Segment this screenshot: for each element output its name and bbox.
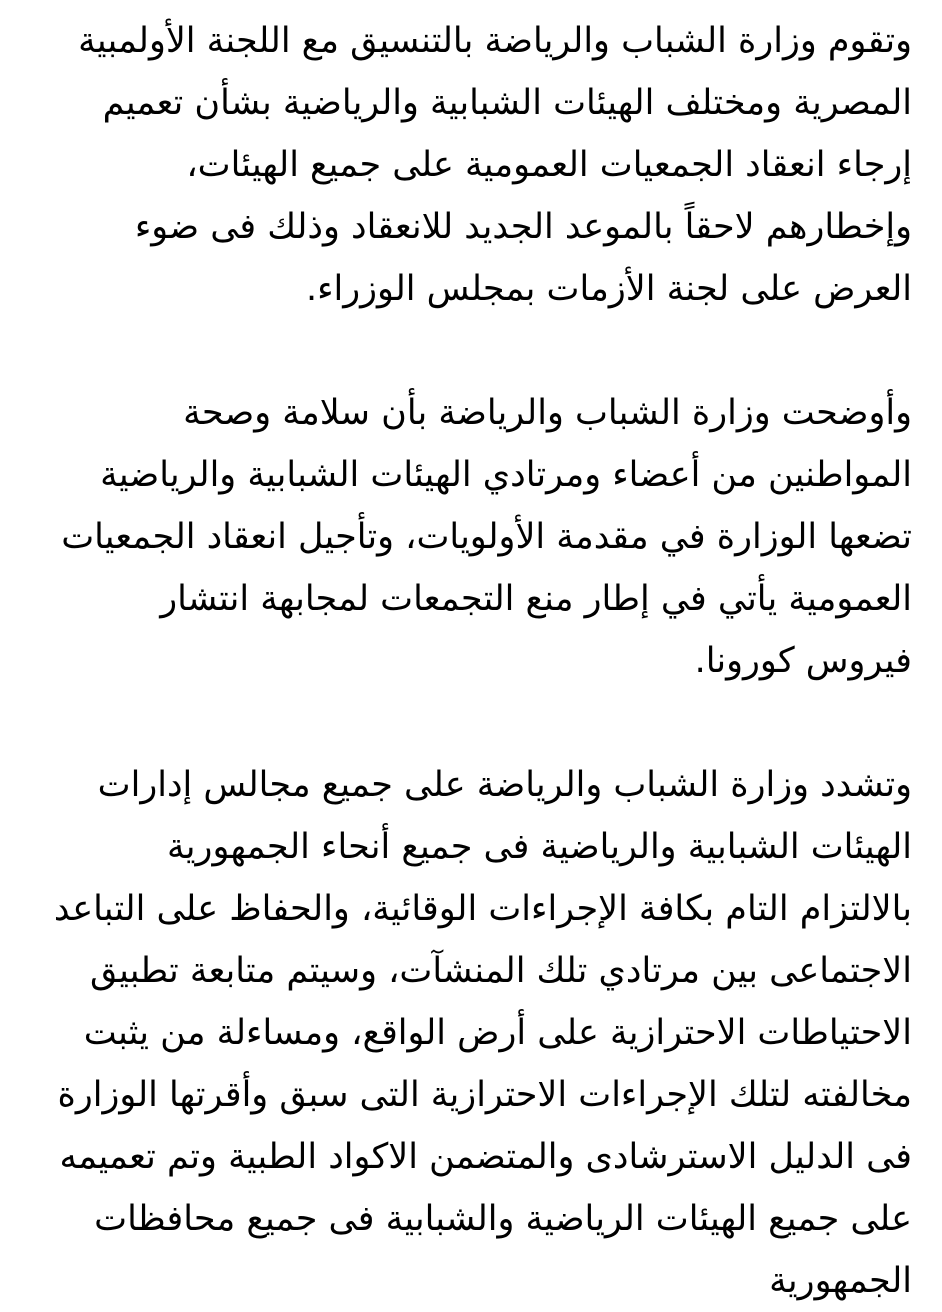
text-line: الهيئات الشبابية والرياضية فى جميع أنحاء الجمهورية: [167, 827, 912, 867]
text-line: العرض على لجنة الأزمات بمجلس الوزراء.: [305, 269, 912, 309]
text-line: فيروس كورونا.: [694, 641, 912, 681]
text-line: الجمهورية: [769, 1261, 912, 1301]
text-line: على جميع الهيئات الرياضية والشبابية فى جميع محافظات: [94, 1199, 912, 1239]
paragraph-measures: [30, 754, 912, 1312]
text-line: الاحتياطات الاحترازية على أرض الواقع، ومساءلة من يثبت: [83, 1013, 912, 1053]
text-line: وتشدد وزارة الشباب والرياضة على جميع مجالس إدارات: [97, 765, 912, 805]
paragraph-spacer: [30, 320, 912, 382]
paragraph-spacer: [30, 692, 912, 754]
text-line: المصرية ومختلف الهيئات الشبابية والرياضية بشأن تعميم: [102, 83, 912, 123]
text-line: مخالفته لتلك الإجراءات الاحترازية التى سبق وأقرتها الوزارة: [57, 1075, 912, 1115]
text-line: وإخطارهم لاحقاً بالموعد الجديد للانعقاد وذلك فى ضوء: [134, 207, 912, 247]
text-line: تضعها الوزارة في مقدمة الأولويات، وتأجيل انعقاد الجمعيات: [61, 517, 912, 557]
text-line: فى الدليل الاسترشادى والمتضمن الاكواد الطبية وتم تعميمه: [59, 1137, 912, 1177]
text-line: وأوضحت وزارة الشباب والرياضة بأن سلامة وصحة: [183, 393, 912, 433]
text-line: وتقوم وزارة الشباب والرياضة بالتنسيق مع اللجنة الأولمبية: [78, 21, 912, 61]
text-line: بالالتزام التام بكافة الإجراءات الوقائية، والحفاظ على التباعد: [53, 889, 912, 929]
text-line: العمومية يأتي في إطار منع التجمعات لمجابهة انتشار: [160, 579, 912, 619]
text-line: الاجتماعى بين مرتادي تلك المنشآت، وسيتم متابعة تطبيق: [89, 951, 912, 991]
paragraph-coordination: [30, 10, 912, 320]
text-line: إرجاء انعقاد الجمعيات العمومية على جميع الهيئات،: [186, 145, 912, 185]
paragraph-safety: [30, 382, 912, 692]
text-line: المواطنين من أعضاء ومرتادي الهيئات الشبابية والرياضية: [100, 455, 912, 495]
